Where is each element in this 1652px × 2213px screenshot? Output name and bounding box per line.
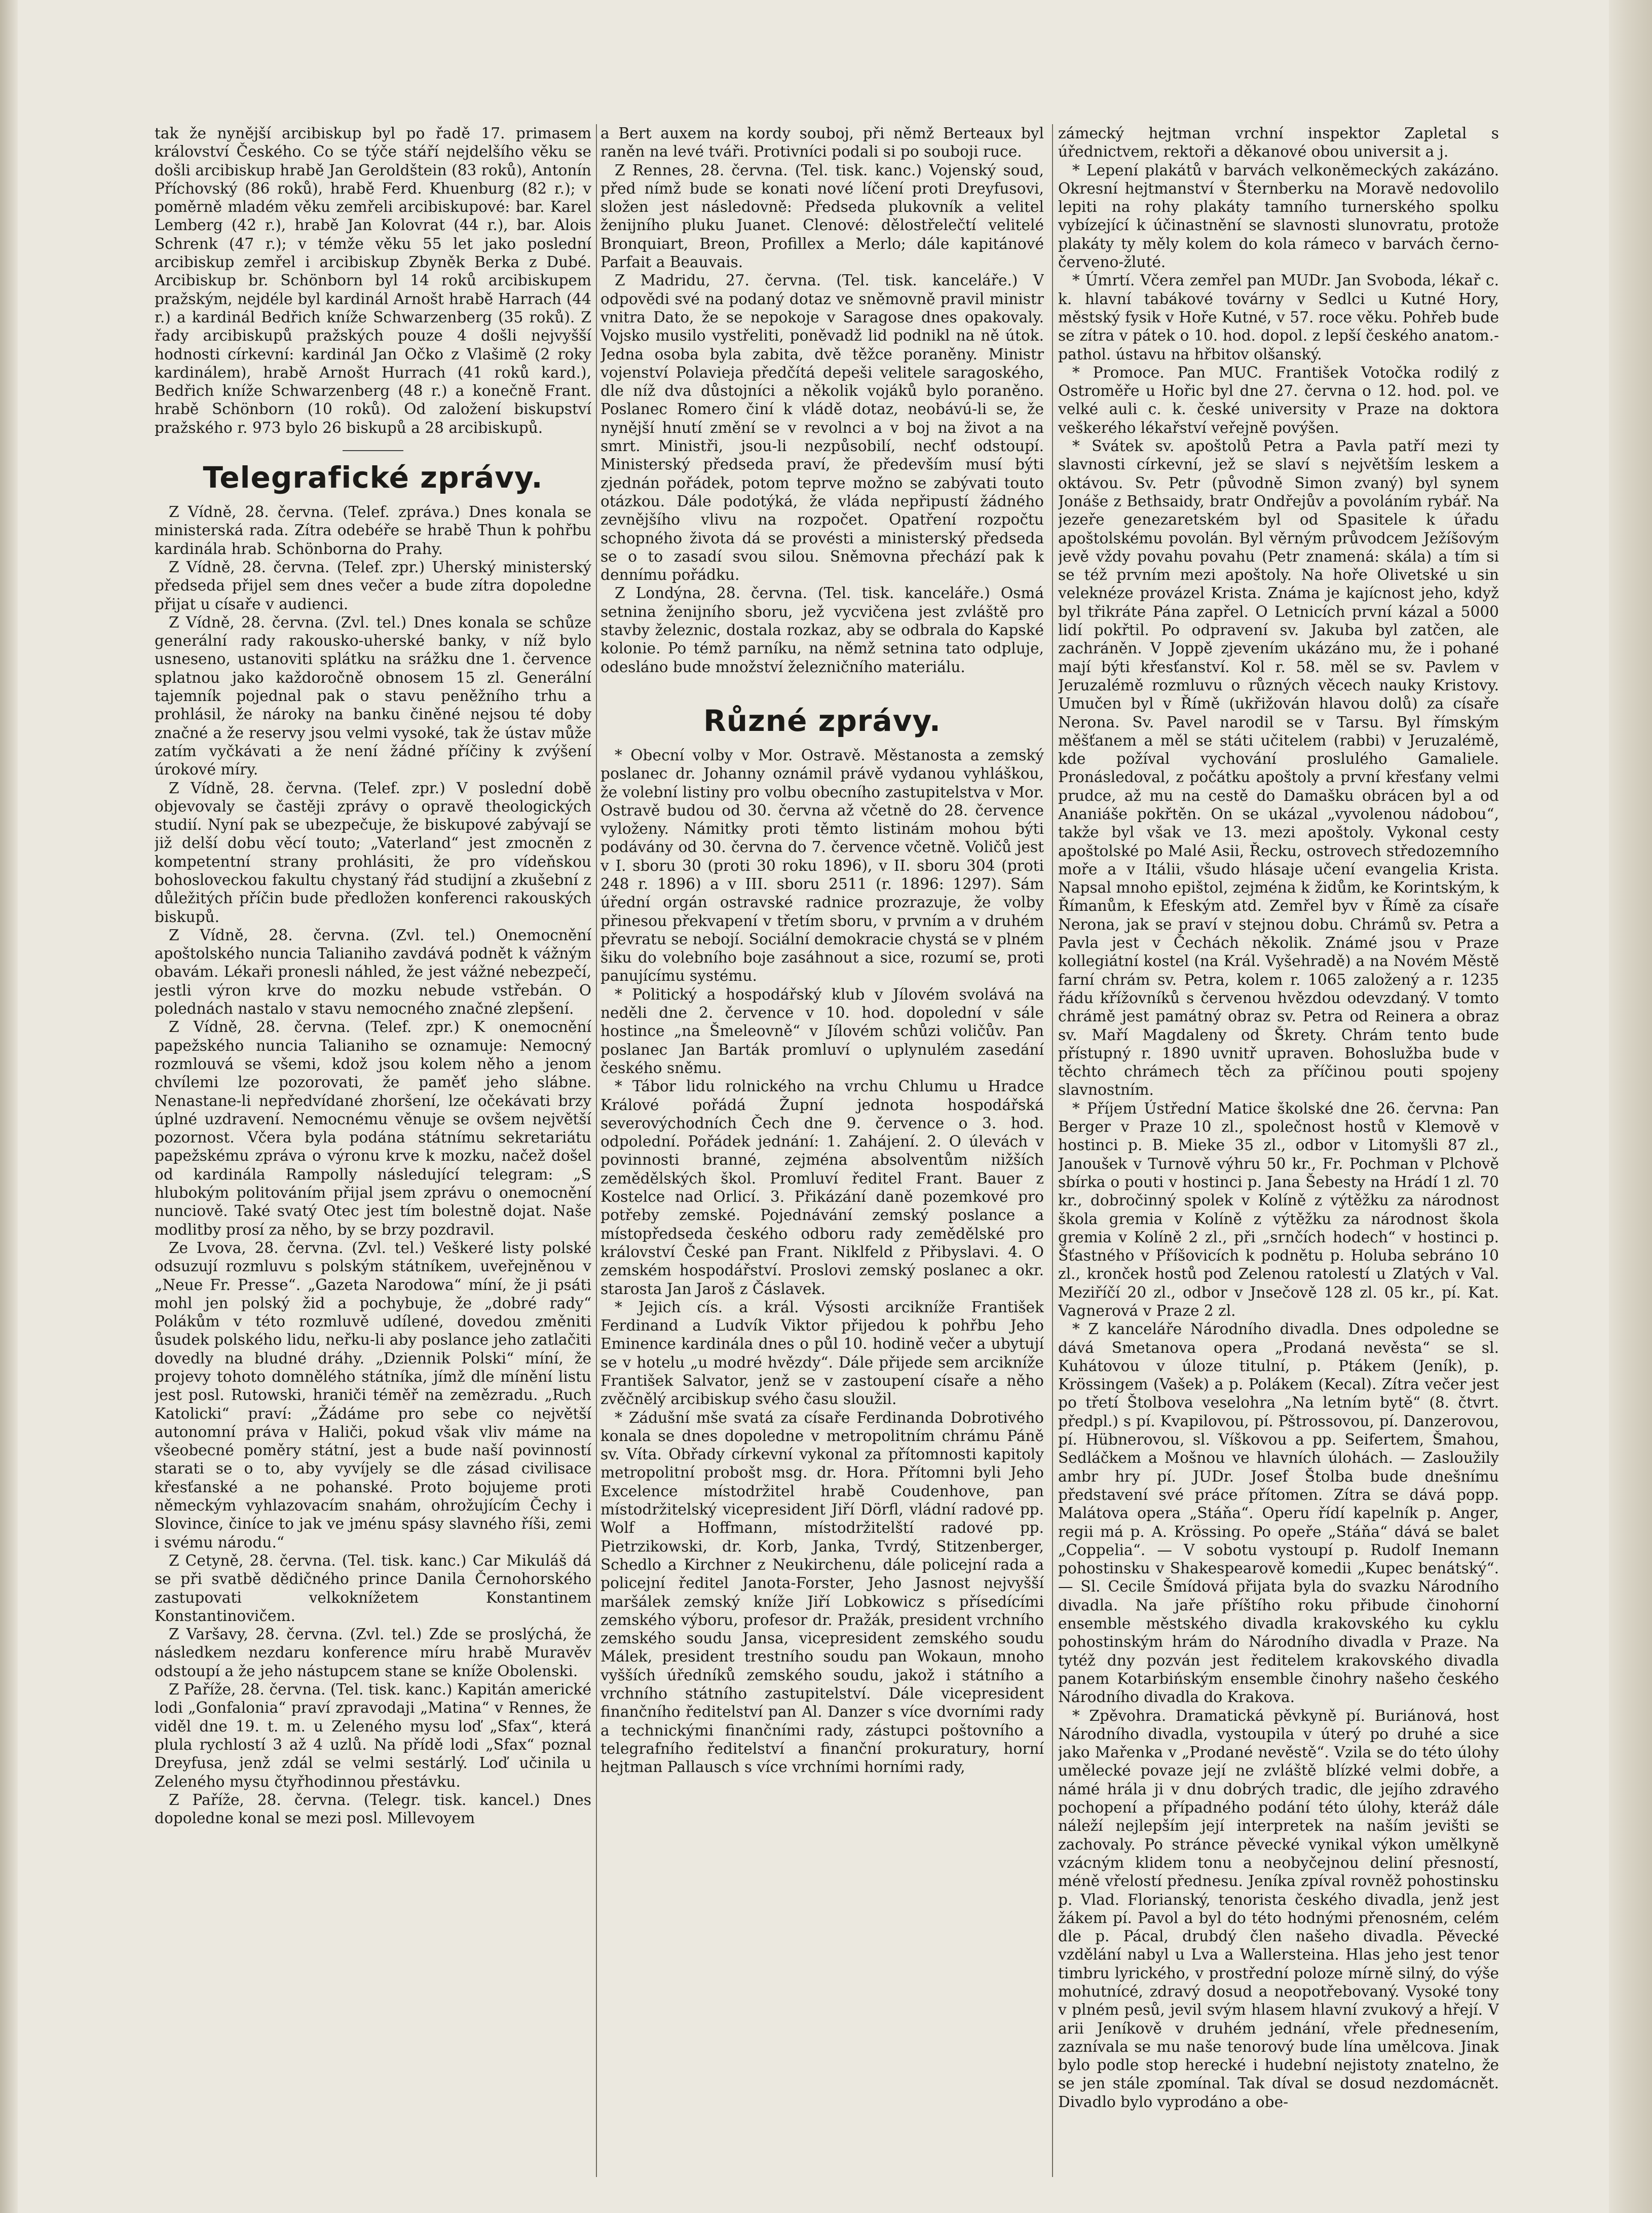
news-item: Z Vídně, 28. června. (Telef. zpr.) K onemocnění papežského nuncia Talianiho se oznamuje: Nemocný rozmlouvá se všemi, kdož jsou kolem něho a jenom chvílemi lze pozorovati, že paměť jeho slábne. Nenastane-li nepředvídané zhoršení, lze očekávati brzy úplné uzdravení. Nemocnému věnuje se ovšem největší pozornost. Včera byla podána státnímu sekretariátu papežskému zpráva o výronu krve k mozku, načež došel od kardinála Rampolly následující telegram: „S hlubokým politováním přijal jsem zprávu o onemocnění nunciově. Také svatý Otec jest tím bolestně dojat. Naše modlitby prosí za něho, by se brzy pozdravil. <box>155 1018 591 1238</box>
news-item: Z Vídně, 28. června. (Telef. zpr.) V poslední době objevovaly se častěji zprávy o opravě theologických studií. Nyní pak se ubezpečuje, že biskupové zabývají se již delší dobu věcí touto; „Vaterland“ jest zmocněn z kompetentní strany prohlásiti, že pro vídeňskou bohosloveckou fakultu chystaný řád studijní a zkušební z důležitých příčin bude předložen konferenci rakouských biskupů. <box>155 779 591 926</box>
section-rule <box>343 450 403 451</box>
news-item: Z Rennes, 28. června. (Tel. tisk. kanc.) Vojenský soud, před nímž bude se konati nové líčení proti Dreyfusovi, složen jest následovně: Předseda plukovník a velitel ženijního pluku Juanet. Clenové: dělostřelečtí velitelé Bronquiart, Breon, Profillex a Merlo; dále kapitánové Parfait a Beauvais. <box>600 161 1044 271</box>
news-item: * Tábor lidu rolnického na vrchu Chlumu u Hradce Králové pořádá Župní jednota hospodářská severovýchodních Čech dne 9. července o 3. hod. odpolední. Pořádek jednání: 1. Zahájení. 2. O úlevách v povinnosti branné, zejména absolventům nižších zemědělských škol. Promluví ředitel Frant. Bauer z Kostelce nad Orlicí. 3. Přikázání daně pozemkové pro potřeby zemské. Pojednávání zemský poslance a místopředseda českého odboru rady zemědělské pro království České pan Frant. Niklfeld z Přibyslavi. 4. O zemském hospodářství. Proslovi zemský poslanec a okr. starosta Jan Jaroš z Čáslavek. <box>600 1078 1044 1298</box>
news-item: * Svátek sv. apoštolů Petra a Pavla patří mezi ty slavnosti církevní, jež se slaví s největším leskem a oktávou. Sv. Petr (původně Simon zvaný) byl synem Jonáše z Bethsaidy, bratr Ondřejův a povoláním rybář. Na jezeře genezaretském byl od Spasitele k úřadu apoštolskému povolán. Byl věrným průvodcem Ježíšovým jevě vždy povahu povahu (Petr znamená: skála) a tím si se též prvním mezi apoštoly. Na hoře Olivetské u sin veleknéze provázel Krista. Známa je kajícnost jeho, když byl třikráte Pána zapřel. O Letnicích první kázal a 5000 lidí pokřtil. Po odpravení sv. Jakuba byl zatčen, ale zachráněn. V Joppě zjevením ukázáno mu, že i pohané mají býti křesťanství. Kol r. 58. měl se sv. Pavlem v Jeruzalémě rozmluvu o různých věcech nauky Kristovy. Umučen byl v Římě (ukřižován hlavou dolů) za císaře Nerona. Sv. Pavel narodil se v Tarsu. Byl římským měšťanem a měl se státi učitelem (rabbi) v Jeruzalémě, kde požíval vychování proslulého Gamaliele. Pronásledoval, z počátku apoštoly a první křesťany velmi prudce, až mu na cestě do Damašku obrácen byl a od Ananiáše pokřtěn. On se ukázal „vyvolenou nádobou“, takže byl však ve 13. mezi apoštoly. Vykonal cesty apoštolské po Malé Asii, Řecku, ostrovech středozemního moře a v Itálii, všudo hlásaje učení evangelia Krista. Napsal mnoho epištol, zejména k židům, ke Korintským, k Římanům, k Efeským atd. Zemřel byv v Římě za císaře Nerona, jak se praví v stejnou dobu. Chrámů sv. Petra a Pavla jest v Čechách několik. Známé jsou v Praze kollegiátní kostel (na Král. Vyšehradě) a na Novém Městě farní chrám sv. Petra, kolem r. 1065 založený a r. 1235 řádu křížovníků s červenou hvězdou odevzdaný. V tomto chrámě jest památný obraz sv. Petra od Reinera a obraz sv. Maří Magdaleny od Škrety. Chrám tento bude přístupný r. 1890 uvnitř upraven. Bohoslužba bude v těchto chrámech těch za příčinou pouti spojeny slavnostním. <box>1058 437 1499 1099</box>
news-item: Z Paříže, 28. června. (Tel. tisk. kanc.) Kapitán americké lodi „Gonfalonia“ praví zpravodaji „Matina“ v Rennes, že viděl dne 19. t. m. u Zeleného mysu loď „Sfax“, která plula rychlostí 3 až 4 uzlů. Na přídě lodi „Sfax“ poznal Dreyfusa, jenž zdál se velmi sestárlý. Loď učinila u Zeleného mysu čtyřhodinnou přestávku. <box>155 1681 591 1790</box>
news-item: Z Varšavy, 28. června. (Zvl. tel.) Zde se proslýchá, že následkem nezdaru konference míru hrabě Muravěv odstoupí a že jeho nástupcem stane se kníže Obolenski. <box>155 1626 591 1680</box>
news-item: * Zpěvohra. Dramatická pěvkyně pí. Buriánová, host Národního divadla, vystoupila v úterý po druhé a sice jako Mařenka v „Prodané nevěstě“. Vzila se do této úlohy umělecké povaze její ne zvláště blízké velmi dobře, a námé hrála ji v dnu dobrých tradic, dle jejího zdravého pochopení a případného podání této úlohy, kteráž dále náleží nejlepším její interpretek na naším jevišti se zachovaly. Po stránce pěvecké vynikal výkon umělkyně vzácným klidem tonu a neobyčejnou deliní přesností, méně vřelostí přednesu. Jeníka zpíval rovněž pohostinsku p. Vlad. Florianský, tenorista českého divadla, jenž jest žákem pí. Pavol a byl do této hodnými přenosném, celém dle p. Pácal, drubdý člen našeho divadla. Pěvecké vzdělání nabyl u Lva a Wallersteina. Hlas jeho jest tenor timbru lyrického, v prostřední poloze mírně silný, do výše mohutnícé, zdravý dosud a neopotřebovaný. Vysoké tony v plném pesů, jevil svým hlasem hlavní zvukový a hřejí. V arii Jeníkově v druhém jednání, vřele přednesením, zaznívala se mu naše tenorový bude lína umělcova. Jinak bylo podle stop herecké i hudební nejistoty znatelno, že se jen stále zpomínal. Tak díval se dosud nezdomácnět. Divadlo bylo vyprodáno a obe- <box>1058 1707 1499 2111</box>
column-1 <box>155 124 591 2182</box>
news-item: * Politický a hospodářský klub v Jílovém svolává na neděli dne 2. července v 10. hod. dopolední v sále hostince „na Šmeleovně“ v Jílovém schůzi voličův. Pan poslanec Jan Barták promluví o uplynulém zasedání českého sněmu. <box>600 985 1044 1077</box>
news-item: a Bert auxem na kordy souboj, při němž Berteaux byl raněn na levé tváři. Protivníci podali si po souboji ruce. <box>600 125 1044 161</box>
news-item: Z Londýna, 28. června. (Tel. tisk. kanceláře.) Osmá setnina ženijního sboru, jež vycvičena jest zvláště pro stavby železnic, dostala rozkaz, aby se odbrala do Kapské kolonie. Po témž parníku, na němž setnina tato odpluje, odesláno bude množství železničního materiálu. <box>600 584 1044 676</box>
page-fold-right <box>1609 0 1652 2213</box>
news-item: * Jejich cís. a král. Výsosti arcikníže František Ferdinand a Ludvík Viktor přijedou k pohřbu Jeho Eminence kardinála dnes o půl 10. hodině večer a ubytují se v hotelu „u modré hvězdy“. Dále přijede sem arcikníže František Salvator, jenž se v zastoupení císaře a něho zvěčnělý arcibiskup svého času sloužil. <box>600 1298 1044 1408</box>
column-divider <box>1052 124 1053 2177</box>
news-item: Z Vídně, 28. června. (Telef. zpráva.) Dnes konala se ministerská rada. Zítra odebéře se hrabě Thun k pohřbu kardinála hrab. Schönborna do Prahy. <box>155 503 591 558</box>
column-divider <box>596 124 597 2177</box>
news-item: Z Madridu, 27. června. (Tel. tisk. kanceláře.) V odpovědi své na podaný dotaz ve sněmovně pravil ministr vnitra Dato, že se nepokoje v Saragose dnes opakovaly. Vojsko musilo vystřeliti, poněvadž lid podnikl na ně útok. Jedna osoba byla zabita, dvě těžce poraněny. Ministr vojenství Polavieja předčítá depeši velitele saragoského, dle níž dva důstojníci a několik vojáků bylo poraněno. Poslanec Romero činí k vládě dotaz, neobávú-li se, že nynější hnutí změní se v revolnci a v boj na život a na smrt. Ministři, jsou-li nezpůsobilí, nechť odstoupí. Ministerský předseda praví, že především musí býti zjednán pořádek, potom teprve možno se zabývati touto otázkou. Dále podotýká, že vláda nepřipustí žádného zevnějšího vlivu na rozpočet. Opatření rozpočtu schopného života dá se provésti a ministerský předseda se o to zasadí svou silou. Sněmovna přechází pak k dennímu pořádku. <box>600 272 1044 584</box>
news-item: zámecký hejtman vrchní inspektor Zapletal s úřednictvem, rektoři a děkanové obou universit a j. <box>1058 125 1499 161</box>
news-item: * Zádušní mše svatá za císaře Ferdinanda Dobrotivého konala se dnes dopoledne v metropolitním chrámu Páně sv. Víta. Obřady církevní vykonal za přítomnosti kapitoly metropolitní probošt msg. dr. Hora. Přítomni byli Jeho Excelence místodržitel hrabě Coudenhove, pan místodržitelský vicepresident Jiří Dörfl, vládní radové pp. Wolf a Hoffmann, místodržitelští radové pp. Pietrzikowski, dr. Korb, Janka, Tvrdý, Stitzenberger, Schedlo a Kirchner z Neukirchenu, dále policejní rada a policejní ředitel Janota-Forster, Jeho Jasnost nejvyšší maršálek zemský kníže Jiří Lobkowicz s přísedícími zemského výboru, profesor dr. Pražák, president vrchního zemského soudu Jansa, vicepresident zemského soudu Málek, president trestního soudu pan Wokaun, mnoho vyšších úředníků zemského soudu, jakož i státního a vrchního státního zastupitelství. Dále vicepresident finančního ředitelství pan Al. Danzer s více dvorními rady a technickými finančními rady, zástupci poštovního a telegrafního ředitelství a finanční prokuratury, horní hejtman Pallausch s více vrchními horními rady, <box>600 1409 1044 1776</box>
news-item: Z Vídně, 28. června. (Zvl. tel.) Dnes konala se schůze generální rady rakousko-uherské banky, v níž bylo usneseno, ustanoviti splátku na srážku dne 1. července splatnou jako každoročně obnosem 15 zl. Generální tajemník pojednal pak o stavu peněžního trhu a prohlásil, že nároky na banku činěné nejsou té doby značné a že reservy jsou velmi vysoké, tak že ústav může zatím vyčkávati a že není žádné příčiny k zvýšení úrokové míry. <box>155 613 591 779</box>
page-edge-left <box>0 0 18 2213</box>
news-item: Z Paříže, 28. června. (Telegr. tisk. kancel.) Dnes dopoledne konal se mezi posl. Millevoyem <box>155 1791 591 1827</box>
news-item: * Lepení plakátů v barvách velkoněmeckých zakázáno. Okresní hejtmanství v Šternberku na Moravě nedovolilo lepiti na rohy plakáty tamního turnerského spolku vybízející k účinastnění se slavnosti slunovratu, protože plakáty ty měly kolem do kola rámeco v barvách černo-červeno-žluté. <box>1058 161 1499 271</box>
news-item: * Příjem Ústřední Matice školské dne 26. června: Pan Berger v Praze 10 zl., společnost hostů v Klemově v hostinci p. B. Mieke 35 zl., odbor v Litomyšli 87 zl., Janoušek v Turnově výhru 50 kr., Fr. Pochman v Plchově sbírka o pouti v hostinci p. Jana Šebesty na Hrádí 1 zl. 70 kr., dobročinný spolek v Kolíně z výtěžku za národnost škola gremia v Kolíně z výtěžku za národnost škola gremia v Kolíně 2 zl., při „srnčích hodech“ v hostinci p. Šťastného v Příšovicích k podnětu p. Holuba sebráno 10 zl., kronček hostů pod Zelenou ratolestí u Zlatých v Val. Meziříčí 20 zl., odbor v Jnsečově 128 zl. 05 kr., pí. Kat. Vagnerová v Praze 2 zl. <box>1058 1099 1499 1319</box>
news-item: * Z kanceláře Národního divadla. Dnes odpoledne se dává Smetanova opera „Prodaná nevěsta“ se sl. Kuhátovou v úloze titulní, p. Ptákem (Jeník), p. Krössingem (Vašek) a p. Polákem (Kecal). Zítra večer jest po třetí Štolbova veselohra „Na letním bytě“ (8. čtvrt. předpl.) s pí. Kvapilovou, pí. Pštrossovou, pí. Danzerovou, pí. Hübnerovou, sl. Víškovou a pp. Seifertem, Šmahou, Sedláčkem a Mošnou ve hlavních úlohách. — Zasloužily ambr hry pí. JUDr. Josef Štolba bude dnešnímu představení své práce přítomen. Zítra se dává popp. Malátova opera „Stáňa“. Operu řídí kapelník p. Anger, regii má p. A. Krössing. Po opeře „Stáňa“ dává se balet „Coppelia“. — V sobotu vystoupí p. Rudolf Inemann pohostinsku v Shakespearově komedii „Kupec benátský“. — Sl. Cecile Šmídová přijata byla do svazku Národního divadla. Na jaře příštího roku přibude činohorní ensemble městského divadla krakovského ku cyklu pohostinským hrám do Národního divadla v Praze. Na tytéž dny pozván jest ředitelem krakovského divadla panem Kotarbińským ensemble činohry našeho českého Národního divadla do Krakova. <box>1058 1320 1499 1706</box>
news-item: Z Vídně, 28. června. (Telef. zpr.) Uherský ministerský předseda přijel sem dnes večer a bude zítra dopoledne přijat u císaře v audienci. <box>155 558 591 613</box>
news-item: Z Cetyně, 28. června. (Tel. tisk. kanc.) Car Mikuláš dá se při svatbě dědičného prince Danila Černohorského zastupovati velkoknížetem Konstantinem Konstantinovičem. <box>155 1552 591 1625</box>
column-3 <box>1058 124 1499 2182</box>
section-heading-telegraphic: Telegrafické zprávy. <box>203 460 543 495</box>
article-archbishops: tak že nynější arcibiskup byl po řadě 17. primasem království Českého. Co se týče stáří nejdelšího věku se došli arcibiskup hrabě Jan Geroldštein (83 roků), Antonín Příchovský (86 roků), hrabě Ferd. Khuenburg (82 r.); v poměrně mladém věku zemřeli arcibiskupové: bar. Karel Lemberg (42 r.), hrabě Jan Kolovrat (44 r.), bar. Alois Schrenk (47 r.); v témže věku 55 let jako poslední arcibiskup zemřel i arcibiskup Zbyněk Berka z Dubé. Arcibiskup br. Schönborn byl 14 roků arcibiskupem pražským, nejdéle byl kardinál Arnošt hrabě Harrach (44 r.) a kardinál Bedřich kníže Schwarzenberg (35 roků). Z řady arcibiskupů pražských pouze 4 došli nejvyšší hodnosti církevní: kardinál Jan Očko z Vlašimě (2 roky kardinálem), hrabě Arnošt Hurrach (41 roků kard.), Bedřich kníže Schwarzenberg (48 r.) a konečně Frant. hrabě Schönborn (10 roků). Od založení biskupství pražského r. 973 bylo 26 biskupů a 28 arcibiskupů. <box>155 125 591 436</box>
news-item: Z Vídně, 28. června. (Zvl. tel.) Onemocnění apoštolského nuncia Talianiho zavdává podnět k vážným obavám. Lékaři pronesli náhled, že jest vážné nebezpečí, jestli výron krve do mozku nebude vstřebán. O polednách nastalo v stavu nemocného značné zlepšení. <box>155 926 591 1018</box>
news-item: * Obecní volby v Mor. Ostravě. Městanosta a zemský poslanec dr. Johanny oznámil právě vydanou vyhláškou, že volební listiny pro volbu obecního zastupitelstva v Mor. Ostravě budou od 30. června až včetně do 28. července vyloženy. Námitky proti těmto listinám mohou býti podávány od 30. června do 7. července včetně. Voličů jest v I. sboru 30 (proti 30 roku 1896), v II. sboru 304 (proti 248 r. 1896) a v III. sboru 2511 (r. 1896: 1297). Sám úřední orgán ostravské radnice prozrazuje, že volby přinesou překvapení v třetím sboru, v prvním a v druhém převratu se nebojí. Sociální demokracie chystá se v plném šiku do volebního boje zasáhnout a sice, rozumí se, proti panujícímu systému. <box>600 746 1044 985</box>
news-item: Ze Lvova, 28. června. (Zvl. tel.) Veškeré listy polské odsuzují rozmluvu s polským státníkem, uveřejněnou v „Neue Fr. Presse“. „Gazeta Narodowa“ míní, že ji psáti mohl jen polský žid a pochybuje, že „dobré rady“ Polákům v této rozmluvě udílené, dovedou změniti ůsudek polského lidu, neřku-li aby poslance jeho zatlačiti dovedly na bludné dráhy. „Dziennik Polski“ míní, že projevy tohoto domnělého státníka, jímž dle mínění listu jest posl. Rutowski, hraniči téměř na zemězradu. „Ruch Katolicki“ praví: „Žádáme pro sebe co největší autonomní práva v Haliči, pokud však vliv máme na všeobecné poměry státní, jest a bude naší povinností starati se o to, aby vyvíjely se dle zásad civilisace křesťanské a ne pohanské. Proto bojujeme proti německým vyhlazovacím snahám, ohrožujícím Čechy i Slovince, činíce to jak ve jménu spásy slavného říši, zemi i svému národu.“ <box>155 1239 591 1551</box>
section-heading-misc: Různé zprávy. <box>703 703 941 738</box>
column-2 <box>600 124 1044 2182</box>
news-item: * Úmrtí. Včera zemřel pan MUDr. Jan Svoboda, lékař c. k. hlavní tabákové továrny v Sedlci u Kutné Hory, městský fysik v Hoře Kutné, v 57. roce věku. Pohřeb bude se zítra v pátek o 10. hod. dopol. z lepší českého anatom.-pathol. ústavu na hřbitov olšanský. <box>1058 272 1499 363</box>
news-item: * Promoce. Pan MUC. František Votočka rodilý z Ostroměře u Hořic byl dne 27. června o 12. hod. pol. ve velké auli c. k. české university v Praze na doktora veškerého lékařství veřejně povýšen. <box>1058 363 1499 436</box>
